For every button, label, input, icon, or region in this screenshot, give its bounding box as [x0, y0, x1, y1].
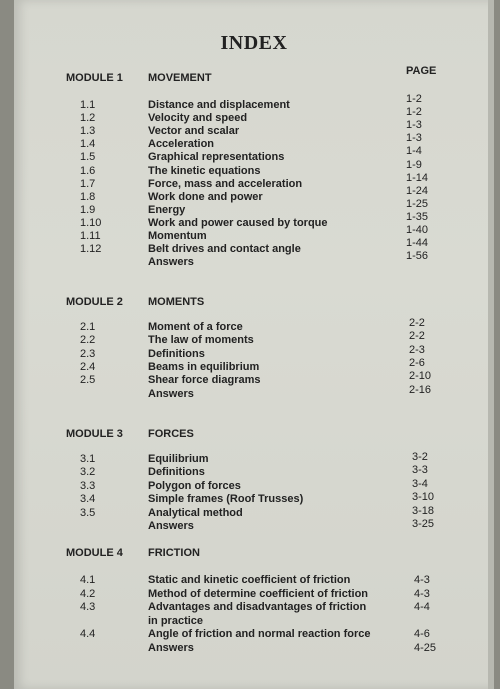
entry-title: Answers — [148, 520, 194, 532]
entry-title: Belt drives and contact angle — [148, 243, 301, 256]
entry-page-number: 1-2 — [406, 93, 422, 105]
entry-title: Work done and power — [148, 190, 263, 203]
entry-title: Graphical representations — [148, 151, 285, 164]
entry-page-number: 4-6 — [414, 628, 430, 640]
entry-number: 1.3 — [80, 125, 96, 138]
entry-number: 1.2 — [80, 112, 96, 125]
entry-title: Answers — [148, 387, 194, 400]
entry-number: 4.1 — [80, 574, 96, 586]
entry-page-number: 3-18 — [412, 504, 435, 517]
entry-page-number: 4-4 — [414, 601, 430, 613]
entry-page-number: 2-16 — [409, 383, 432, 396]
entry-title: Equilibrium — [148, 453, 209, 465]
entry-number: 1.1 — [80, 99, 96, 111]
module-label: MODULE 1 — [66, 72, 123, 84]
entry-number: 1.8 — [80, 190, 96, 203]
entry-title: Angle of friction and normal reaction force — [148, 628, 371, 640]
page-edge — [488, 0, 494, 689]
entry-title: Definitions — [148, 347, 205, 360]
entry-title: Answers — [148, 641, 194, 654]
entry-number: 4.2 — [80, 587, 96, 600]
entry-number: 2.2 — [80, 334, 96, 347]
entry-page-number: 1-3 — [406, 132, 422, 145]
module-title: MOVEMENT — [148, 72, 212, 84]
entry-title: Vector and scalar — [148, 125, 240, 138]
entry-title: The kinetic equations — [148, 164, 261, 177]
module-label: MODULE 3 — [66, 428, 123, 440]
entry-page-number: 1-56 — [406, 250, 429, 263]
entry-number: 1.10 — [80, 216, 102, 229]
entry-number: 3.2 — [80, 466, 96, 479]
entry-title: Acceleration — [148, 138, 215, 151]
module-title: FRICTION — [148, 547, 200, 559]
entry-title: Definitions — [148, 466, 205, 479]
entry-number: 1.4 — [80, 138, 96, 151]
entry-title: Answers — [148, 256, 194, 269]
entry-number: 1.9 — [80, 203, 96, 216]
entry-page-number: 4-25 — [414, 641, 437, 654]
entry-title: Momentum — [148, 230, 207, 242]
index-page — [14, 0, 494, 689]
entry-page-number: 1-3 — [406, 119, 422, 132]
module-title: MOMENTS — [148, 296, 205, 308]
entry-number: 2.5 — [80, 374, 96, 387]
entry-page-number: 1-2 — [406, 106, 422, 119]
entry-number: 2.4 — [80, 360, 96, 373]
entry-page-number: 1-40 — [406, 224, 429, 236]
module-title: FORCES — [148, 428, 194, 440]
entry-page-number: 1-35 — [406, 210, 429, 223]
entry-number: 1.5 — [80, 151, 96, 164]
entry-number: 1.12 — [80, 243, 102, 256]
entry-number: 2.3 — [80, 347, 96, 360]
entry-title: Advantages and disadvantages of friction — [148, 601, 367, 613]
entry-page-number: 1-24 — [406, 184, 429, 197]
entry-page-number: 1-4 — [406, 145, 422, 158]
entry-number: 4.3 — [80, 601, 96, 613]
entry-page-number: 3-4 — [412, 477, 428, 490]
entry-title: Force, mass and acceleration — [148, 177, 303, 190]
entry-page-number: 1-14 — [406, 171, 429, 184]
entry-title: Beams in equilibrium — [148, 360, 260, 373]
entry-page-number: 4-3 — [414, 587, 430, 600]
entry-page-number: 3-25 — [412, 518, 435, 530]
entry-page-number: 2-2 — [409, 317, 425, 329]
entry-title: Moment of a force — [148, 321, 243, 333]
entry-number: 3.4 — [80, 493, 96, 506]
entry-number: 3.1 — [80, 453, 96, 465]
entry-number: 4.4 — [80, 628, 96, 640]
entry-title: Shear force diagrams — [148, 374, 261, 387]
page-title: INDEX — [220, 32, 288, 54]
entry-number: 1.11 — [80, 230, 101, 242]
entry-page-number: 3-3 — [412, 464, 428, 477]
entry-title: Polygon of forces — [148, 479, 241, 492]
module-label: MODULE 4 — [66, 547, 123, 559]
entry-number: 1.6 — [80, 164, 96, 177]
entry-page-number: 2-6 — [409, 356, 425, 369]
entry-page-number: 1-9 — [406, 158, 422, 171]
entry-page-number: 2-10 — [409, 370, 432, 383]
module-label: MODULE 2 — [66, 296, 123, 308]
entry-number: 3.5 — [80, 506, 96, 519]
entry-title: Energy — [148, 203, 186, 216]
entry-page-number: 3-10 — [412, 491, 435, 504]
entry-title: Analytical method — [148, 506, 243, 519]
entry-number: 1.7 — [80, 177, 96, 190]
entry-number: 3.3 — [80, 479, 96, 492]
entry-title: Method of determine coefficient of friction — [148, 587, 369, 600]
entry-number: 2.1 — [80, 321, 96, 333]
entry-title: Simple frames (Roof Trusses) — [148, 493, 304, 506]
page-column-header: PAGE — [406, 65, 437, 77]
entry-page-number: 1-25 — [406, 197, 429, 210]
entry-page-number: 3-2 — [412, 451, 428, 463]
entry-title: Velocity and speed — [148, 112, 248, 125]
entry-title: Work and power caused by torque — [148, 216, 328, 229]
entry-title: The law of moments — [148, 334, 254, 347]
entry-title: Distance and displacement — [148, 99, 290, 111]
entry-title: in practice — [148, 614, 204, 627]
entry-page-number: 1-44 — [406, 237, 429, 250]
entry-page-number: 2-2 — [409, 330, 425, 343]
entry-page-number: 2-3 — [409, 343, 425, 356]
entry-page-number: 4-3 — [414, 574, 430, 586]
entry-title: Static and kinetic coefficient of friction — [148, 574, 351, 586]
